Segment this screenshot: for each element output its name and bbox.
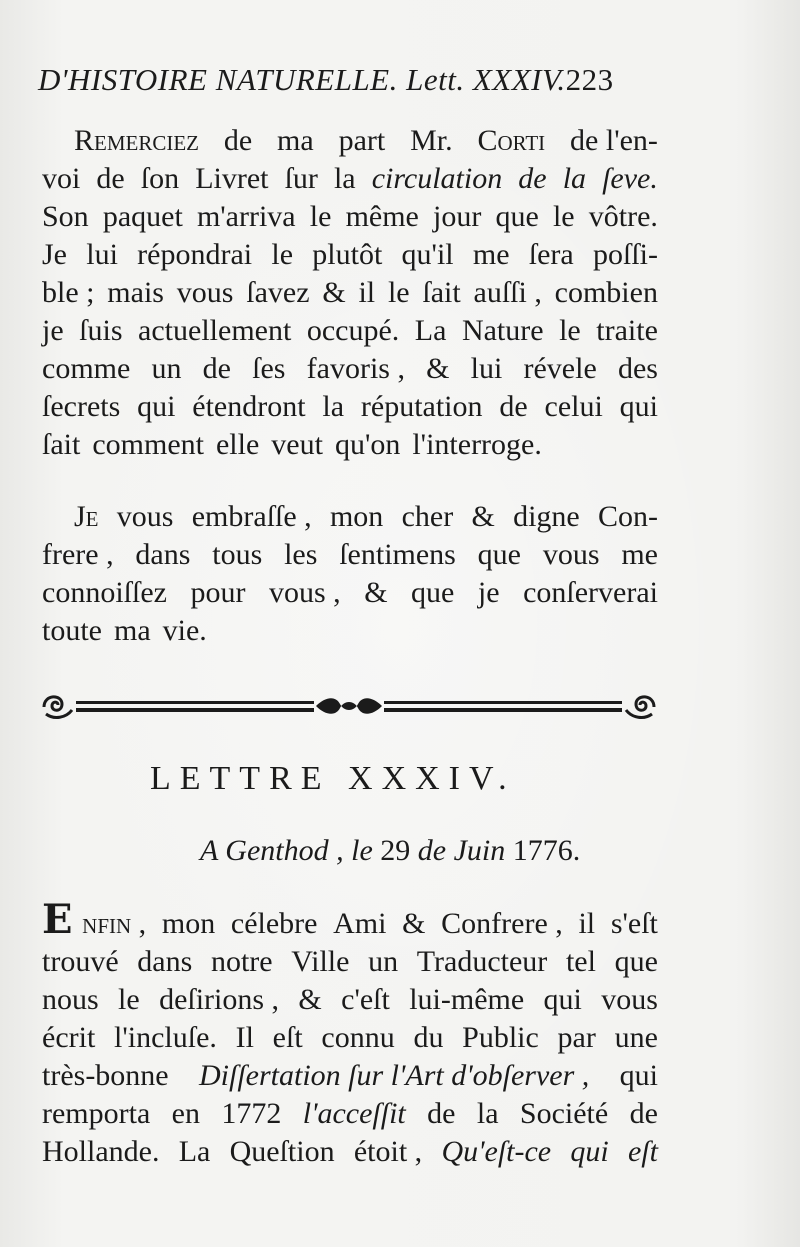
word: vous , (268, 576, 341, 609)
word: Remerciez (74, 124, 199, 157)
word: je (477, 576, 500, 609)
word: jour (433, 200, 482, 233)
word: ble ; (42, 276, 95, 309)
text-line (42, 498, 658, 536)
word: celui (544, 390, 603, 423)
word: le (387, 276, 410, 309)
word: Son (42, 200, 89, 233)
word: traite (596, 314, 658, 347)
word: ſavez (246, 276, 310, 309)
word: eſt (272, 1021, 303, 1054)
paragraph-closing (42, 498, 658, 650)
word: remporta (42, 1097, 151, 1130)
word: la (562, 162, 587, 195)
text-line (42, 388, 658, 426)
word: une (614, 1021, 658, 1054)
text-line (42, 274, 658, 312)
word: qui (619, 390, 658, 423)
word: & (298, 983, 322, 1016)
text-line (42, 1019, 658, 1057)
word: célebre (230, 907, 318, 940)
word: elle (215, 428, 260, 461)
word: ſait (422, 276, 461, 309)
word: plutôt (312, 238, 383, 271)
text-line (42, 236, 658, 274)
word: embraſſe , (191, 500, 312, 533)
text-line (42, 981, 658, 1019)
word: Je (42, 238, 67, 271)
word: ſes (252, 352, 286, 385)
word: il (578, 907, 596, 940)
text-line (42, 536, 658, 574)
word: dans (135, 538, 191, 571)
word: par (557, 1021, 596, 1054)
word: vous (542, 538, 600, 571)
word: veut (271, 428, 323, 461)
word: la (333, 162, 356, 195)
word: Queſtion (229, 1135, 335, 1168)
word: lui (86, 238, 118, 271)
word: pour (190, 576, 246, 609)
word: de (202, 352, 231, 385)
word: dans (137, 945, 193, 978)
word: le (118, 983, 140, 1016)
word: mon (161, 907, 216, 940)
text-line (42, 574, 658, 612)
word: mais (107, 276, 164, 309)
word: vôtre. (588, 200, 658, 233)
word: la (322, 390, 345, 423)
word: de (223, 124, 253, 157)
letter-heading: LETTRE XXXIV. (150, 760, 516, 797)
dateline-month: de Juin (417, 834, 506, 867)
word: Traducteur (416, 945, 548, 978)
header-title: D'HISTOIRE NATURELLE. Lett. XXXIV. (38, 62, 566, 97)
word: qui (570, 1135, 609, 1168)
word: très-bonne (42, 1059, 169, 1092)
word: je (42, 314, 64, 347)
word: & (402, 907, 426, 940)
text-line (42, 612, 658, 650)
word: le (271, 238, 294, 271)
word: cher (401, 500, 454, 533)
text-line (42, 1057, 658, 1095)
word: deſirions , (159, 983, 280, 1016)
word: ſur (284, 162, 318, 195)
word: actuellement (138, 314, 292, 347)
dateline-year: 1776. (512, 834, 581, 867)
word: que (614, 945, 658, 978)
word: occupé. (306, 314, 400, 347)
word: part (338, 124, 386, 157)
word: vous (601, 983, 658, 1016)
word: du (413, 1021, 444, 1054)
text-line (42, 896, 658, 943)
word: répondrai (137, 238, 253, 271)
word: vie. (162, 614, 207, 647)
text-line (42, 198, 658, 236)
word: poſſi- (593, 238, 658, 271)
word: ſecrets (42, 390, 121, 423)
text-line (42, 1133, 658, 1171)
word: ſeve. (602, 162, 658, 195)
text-line (42, 122, 658, 160)
word: l'interroge. (412, 428, 542, 461)
word: auſſi , (473, 276, 542, 309)
word: digne (513, 500, 580, 533)
word: écrit (42, 1021, 96, 1054)
word: eſt (627, 1135, 658, 1168)
word: ſera (528, 238, 574, 271)
word: l'incluſe. (114, 1021, 217, 1054)
word: il (358, 276, 376, 309)
word: nfin , (82, 907, 147, 940)
word: m'arriva (196, 200, 296, 233)
word: le (309, 200, 332, 233)
text-line (42, 312, 658, 350)
word: un (368, 945, 399, 978)
word: tel (565, 945, 596, 978)
word: paquet (102, 200, 183, 233)
word: comment (92, 428, 204, 461)
word: de (629, 1097, 658, 1130)
word: que (495, 200, 539, 233)
word: qui (543, 983, 582, 1016)
dateline-prefix: le (351, 834, 373, 867)
word: réputation (360, 390, 483, 423)
word: s'eſt (610, 907, 658, 940)
word: comme (42, 352, 131, 385)
text-line (42, 350, 658, 388)
word: lui-même (409, 983, 525, 1016)
word: La (414, 314, 447, 347)
word: Diſſertation ſur l'Art d'obſerver , (198, 1059, 590, 1092)
word: Con- (597, 500, 658, 533)
dateline-place: A Genthod , (200, 834, 344, 867)
paragraph-letter-body (42, 896, 658, 1171)
word: Nature (461, 314, 544, 347)
word: & (364, 576, 388, 609)
word: Je (74, 500, 99, 533)
word: de (427, 1097, 456, 1130)
text-line (42, 943, 658, 981)
word: Société (519, 1097, 609, 1130)
word: qui (137, 390, 176, 423)
word: ma (114, 614, 151, 647)
word: de (518, 162, 547, 195)
word: l'acceſſit (302, 1097, 406, 1130)
word: Confrere , (441, 907, 563, 940)
word: Mr. (410, 124, 453, 157)
text-line (42, 160, 658, 198)
running-header (38, 62, 660, 98)
word: combien (554, 276, 658, 309)
word: Corti (477, 124, 546, 157)
word: vous (116, 500, 174, 533)
dateline-day: 29 (380, 834, 411, 867)
word: trouvé (42, 945, 119, 978)
word: ſuis (79, 314, 123, 347)
word: La (178, 1135, 211, 1168)
word: 1772 (221, 1097, 282, 1130)
word: vous (176, 276, 234, 309)
word: ma (277, 124, 314, 157)
word: qu'on (334, 428, 401, 461)
word: me (621, 538, 658, 571)
word: des (617, 352, 658, 385)
word: connoiſſez (42, 576, 167, 609)
word: toute (42, 614, 102, 647)
word: favoris , (306, 352, 405, 385)
word: mon (329, 500, 384, 533)
text-line (42, 426, 658, 464)
word: Il (235, 1021, 254, 1054)
word: tous (212, 538, 263, 571)
word: Livret (195, 162, 269, 195)
ornamental-divider (40, 690, 658, 724)
word: Hollande. (42, 1135, 160, 1168)
page-number: 223 (565, 62, 614, 97)
word: & (322, 276, 346, 309)
word: notre (210, 945, 273, 978)
word: c'eſt (341, 983, 390, 1016)
word: Ami (333, 907, 387, 940)
word: Ville (291, 945, 350, 978)
word: E (42, 896, 73, 943)
word: & (426, 352, 450, 385)
word: étoit , (353, 1135, 423, 1168)
paragraph-thanks (42, 122, 658, 464)
word: étendront (192, 390, 306, 423)
word: voi (42, 162, 81, 195)
word: même (345, 200, 419, 233)
word: révele (523, 352, 597, 385)
word: de l'en- (570, 124, 658, 157)
word: le (552, 200, 575, 233)
word: me (472, 238, 510, 271)
word: de (499, 390, 528, 423)
word: la (476, 1097, 499, 1130)
text-line (42, 1095, 658, 1133)
word: Qu'eſt-ce (441, 1135, 552, 1168)
word: & (471, 500, 495, 533)
word: nous (42, 983, 99, 1016)
word: circulation (371, 162, 503, 195)
word: un (151, 352, 182, 385)
word: que (411, 576, 455, 609)
word: les (284, 538, 318, 571)
word: connu (321, 1021, 395, 1054)
word: frere , (42, 538, 114, 571)
word: lui (470, 352, 503, 385)
word: qui (619, 1059, 658, 1092)
word: de (96, 162, 125, 195)
word: conſerverai (523, 576, 658, 609)
word: ſon (140, 162, 180, 195)
word: ſait (42, 428, 81, 461)
word: le (559, 314, 581, 347)
letter-dateline (200, 834, 640, 868)
word: qu'il (401, 238, 454, 271)
word: en (171, 1097, 200, 1130)
word: Public (462, 1021, 539, 1054)
word: ſentimens (339, 538, 456, 571)
word: que (477, 538, 521, 571)
